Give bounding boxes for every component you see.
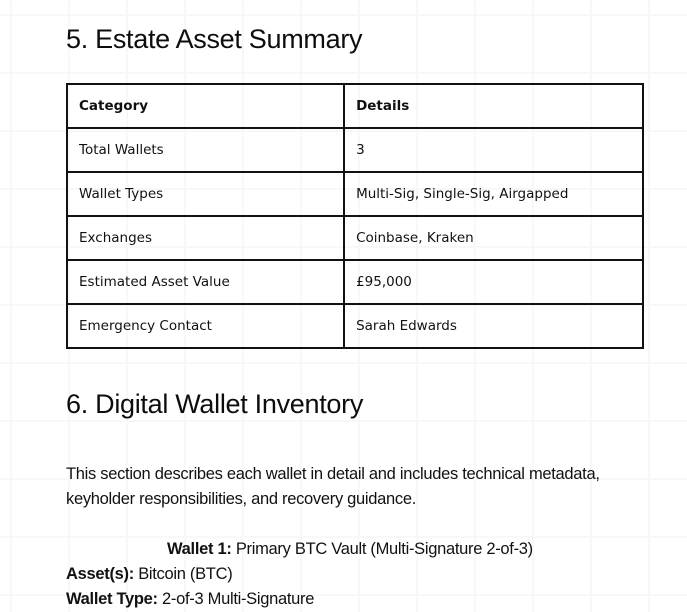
table-cell-category: Emergency Contact [67,304,344,348]
wallet-1-assets [66,562,232,587]
section-5-heading: 5. Estate Asset Summary [66,24,363,54]
wallet-1-title-value: Primary BTC Vault (Multi-Signature 2-of-3) [235,540,533,558]
table-header-row [67,84,643,128]
table-row [67,216,643,260]
table-row [67,260,643,304]
table-cell-details: 3 [344,128,643,172]
wallet-1-assets-value: Bitcoin (BTC) [138,565,233,583]
table-cell-category: Exchanges [67,216,344,260]
table-cell-details: Multi-Sig, Single-Sig, Airgapped [344,172,643,216]
table-cell-category: Wallet Types [67,172,344,216]
wallet-1-assets-label: Asset(s): [66,565,134,583]
table-row [67,172,643,216]
table-cell-details: Coinbase, Kraken [344,216,643,260]
column-header-details: Details [344,84,643,128]
estate-asset-summary-table [66,83,644,349]
section-6-heading: 6. Digital Wallet Inventory [66,389,364,419]
table-cell-category: Estimated Asset Value [67,260,344,304]
table-row [67,304,643,348]
wallet-1-type-label: Wallet Type: [66,590,158,608]
wallet-1-title [167,537,533,562]
section-6-intro-paragraph: This section describes each wallet in detail and includes technical metadata, keyholder responsibilities, and recovery guidance. [66,465,600,508]
table-cell-category: Total Wallets [67,128,344,172]
column-header-category: Category [67,84,344,128]
wallet-1-type-value: 2-of-3 Multi-Signature [162,590,315,608]
table-row [67,128,643,172]
wallet-1-type [66,587,314,612]
table-cell-details: £95,000 [344,260,643,304]
wallet-1-title-label: Wallet 1: [167,540,232,558]
table-cell-details: Sarah Edwards [344,304,643,348]
